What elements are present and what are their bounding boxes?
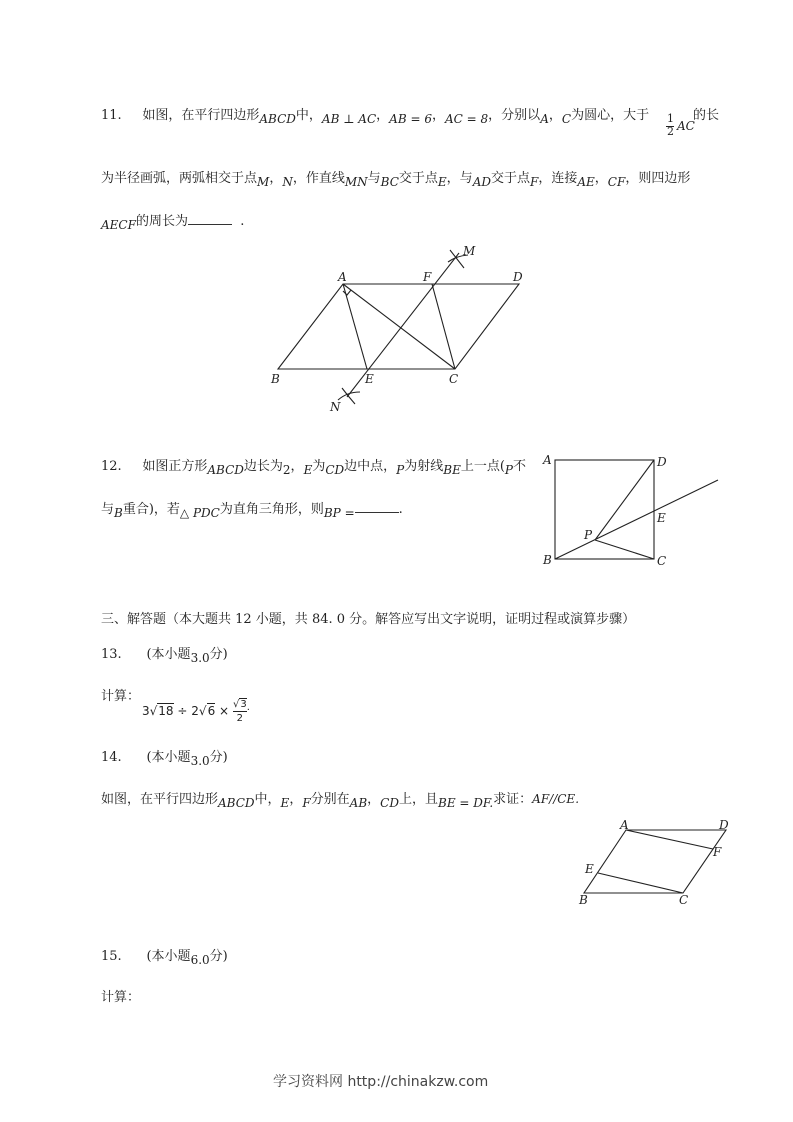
q12-var: △ PDC (179, 506, 220, 520)
q11-var: C (561, 112, 572, 126)
q11-text: ，分别以 (488, 108, 541, 123)
section-3-heading: 三、解答题（本大题共 12 小题，共 84. 0 分。解答应写出文字说明，证明过程或演算步骤） (101, 612, 636, 627)
q11-cond: AC = 8 (445, 112, 489, 126)
q12-text: 边中点， (344, 459, 397, 474)
q12-line2 (101, 498, 403, 520)
q14-header (101, 746, 228, 768)
q12-text: 为 (312, 459, 326, 474)
segment-ce (598, 873, 683, 893)
radical-sign: √ (198, 704, 207, 718)
label-d: D (719, 818, 729, 832)
q11-var: MN (344, 175, 368, 189)
q11-var: N (282, 175, 293, 189)
q11-var: AECF (101, 218, 136, 232)
q14-sep: ， (289, 792, 303, 807)
q14-sep: ， (367, 792, 381, 807)
q11-number: 11. (101, 108, 122, 123)
q12-text: 为射线 (404, 459, 444, 474)
q11-cond: AB ⊥ AC (321, 112, 377, 126)
q13-expression (142, 699, 250, 724)
q11-text: 如图，在平行四边形 (142, 108, 260, 123)
arc-mark-n (338, 388, 360, 404)
q12-text: 如图正方形 (142, 459, 208, 474)
q11-text: 与 (367, 171, 381, 186)
q13-end: . (246, 702, 250, 713)
q11-text: 的周长为 (135, 214, 188, 229)
q11-var: M (257, 175, 270, 189)
q12-end: . (398, 502, 403, 517)
answer-blank[interactable] (188, 212, 232, 225)
q11-text: ，则四边形 (625, 171, 691, 186)
q12-var: BP = (323, 506, 355, 520)
answer-blank[interactable] (355, 500, 399, 513)
q13-calc-label: 计算： (101, 689, 141, 704)
score-value: 3.0 (190, 754, 210, 768)
label-m: M (463, 244, 476, 258)
score-label: (本小题 (146, 750, 191, 765)
q11-text: 为半径画弧，两弧相交于点 (101, 171, 258, 186)
ray-be (555, 480, 718, 559)
q14-var: BE = DF. (438, 796, 494, 810)
line-mn (347, 253, 459, 397)
operator: × (219, 704, 230, 718)
q12-var: 2 (282, 463, 291, 477)
radicand: 6 (207, 704, 216, 718)
q14-text (101, 788, 580, 810)
q11-text: 交于点 (490, 171, 530, 186)
score-label: 分) (209, 750, 228, 765)
q15-number: 15. (101, 949, 122, 964)
q15-calc-label: 计算： (101, 990, 141, 1005)
q15-header (101, 945, 228, 967)
score-label: 分) (209, 949, 228, 964)
fraction (233, 699, 247, 724)
segment-ae (343, 284, 367, 369)
q14-text-part: 上，且 (398, 792, 438, 807)
fraction-denominator: 2 (667, 125, 674, 138)
label-c: C (657, 554, 667, 568)
q14-text-part: 分别在 (310, 792, 350, 807)
segment-ac (343, 284, 455, 369)
label-b: B (543, 553, 552, 567)
q14-var: CD (380, 796, 399, 810)
q12-sep: ， (290, 459, 304, 474)
q11-line2 (101, 167, 691, 189)
q14-var: AF//CE. (532, 792, 580, 806)
q12-var: ABCD (207, 463, 244, 477)
q11-var: AE (577, 175, 595, 189)
label-a: A (620, 818, 629, 832)
fraction-numerator: 1 (667, 112, 674, 125)
radicand: 3 (240, 699, 247, 710)
score-label: (本小题 (146, 647, 191, 662)
q11-text: 中， (295, 108, 322, 123)
q13-number: 13. (101, 647, 122, 662)
q14-text-part: 中， (254, 792, 281, 807)
q13-header (101, 643, 228, 665)
score-value: 6.0 (190, 953, 210, 967)
q11-sep: ， (269, 171, 283, 186)
q11-var: E (437, 175, 447, 189)
label-e: E (585, 862, 594, 876)
q12-var: P (504, 463, 513, 477)
q11-text: 的长 (693, 108, 720, 123)
q11-sep: ， (594, 171, 608, 186)
q11-var: F (530, 175, 539, 189)
q11-end: . (240, 214, 245, 229)
q11-text: ，与 (446, 171, 473, 186)
q14-text-part: 如图，在平行四边形 (101, 792, 219, 807)
segment-pc (595, 540, 654, 559)
label-a: A (543, 453, 552, 467)
segment-af (626, 830, 713, 849)
label-c: C (449, 372, 459, 386)
q12-text: 上一点( (460, 459, 505, 474)
q12-text: 为直角三角形，则 (219, 502, 324, 517)
q11-var: A (540, 112, 549, 126)
q11-sep: ， (431, 108, 445, 123)
q11-line1 (101, 104, 650, 126)
q11-var: AD (472, 175, 491, 189)
segment-cf (432, 284, 455, 369)
q11-text: 为圆心，大于 (571, 108, 650, 123)
q14-var: AB (349, 796, 368, 810)
coefficient: 3 (142, 704, 150, 718)
q11-var: BC (380, 175, 399, 189)
label-c: C (679, 893, 689, 907)
q11-figure (262, 238, 542, 418)
q11-sep: ， (548, 108, 562, 123)
q11-text: ，连接 (538, 171, 578, 186)
q12-text: 不 (513, 459, 527, 474)
q12-number: 12. (101, 459, 122, 474)
q12-var: E (303, 463, 313, 477)
q11-cond: AB = 6 (389, 112, 432, 126)
segment-pd (595, 460, 654, 540)
q12-var: CD (325, 463, 345, 477)
score-value: 3.0 (190, 651, 210, 665)
q12-var: P (396, 463, 405, 477)
q11-var: CF (607, 175, 626, 189)
fraction-variable: AC (677, 119, 695, 133)
label-n: N (330, 400, 341, 414)
fraction-numerator: √3 (232, 699, 247, 710)
label-e: E (365, 372, 374, 386)
q14-var: E (280, 796, 290, 810)
label-d: D (657, 455, 667, 469)
score-label: 分) (209, 647, 228, 662)
q12-line1 (101, 455, 527, 477)
q14-figure (574, 816, 734, 908)
fraction-bar (233, 711, 247, 712)
operator: ÷ 2 (177, 704, 199, 718)
label-e: E (657, 511, 666, 525)
parallelogram-abcd (584, 830, 726, 893)
label-f: F (713, 845, 722, 859)
q11-text: ，作直线 (292, 171, 345, 186)
right-angle-mark (343, 290, 351, 295)
q12-text: 与 (101, 502, 115, 517)
radicand: 18 (158, 704, 174, 718)
label-b: B (579, 893, 588, 907)
q14-var: ABCD (218, 796, 255, 810)
radical-sign: √ (149, 704, 158, 718)
label-p: P (584, 528, 593, 542)
label-d: D (513, 270, 523, 284)
q12-text: 重合)，若 (122, 502, 180, 517)
page-footer: 学习资料网 http://chinakzw.com (273, 1074, 489, 1090)
label-a: A (338, 270, 347, 284)
q11-sep: ， (376, 108, 390, 123)
score-label: (本小题 (146, 949, 191, 964)
q12-var: B (114, 506, 123, 520)
q14-var: F (302, 796, 311, 810)
label-b: B (271, 372, 280, 386)
q14-number: 14. (101, 750, 122, 765)
q12-figure (538, 448, 724, 574)
q11-text: 交于点 (398, 171, 438, 186)
q11-line3 (101, 210, 245, 232)
q12-var: BE (443, 463, 461, 477)
q12-text: 边长为 (243, 459, 283, 474)
q11-var: ABCD (259, 112, 296, 126)
fraction-denominator: 2 (236, 713, 243, 724)
label-f: F (423, 270, 432, 284)
q11-line1-end (693, 104, 719, 123)
q14-text-part: 求证： (493, 792, 533, 807)
square-abcd (555, 460, 654, 559)
